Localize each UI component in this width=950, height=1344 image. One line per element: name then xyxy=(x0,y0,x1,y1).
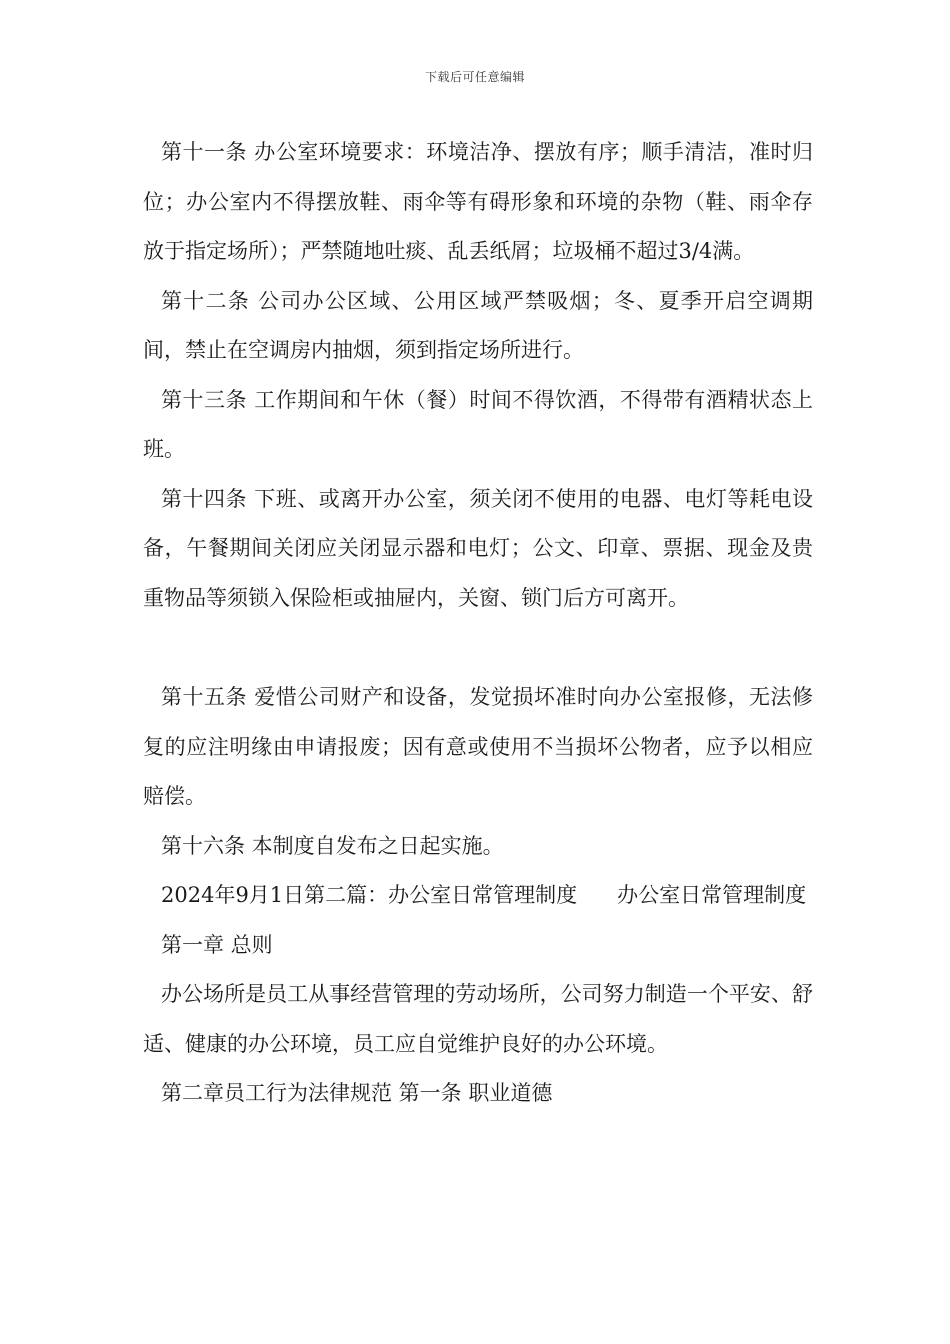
article-11: 第十一条 办公室环境要求：环境洁净、摆放有序；顺手清洁，准时归位；办公室内不得摆放鞋、雨伞等有碍形象和环境的杂物（鞋、雨伞存放于指定场所）；严禁随地吐痰、乱丢纸屑；垃圾桶不超过3/4满。 xyxy=(143,140,813,263)
chapter-1-heading: 第一章 总则 xyxy=(161,932,273,957)
article-15: 第十五条 爱惜公司财产和设备，发觉损坏准时向办公室报修，无法修复的应注明缘由申请报废；因有意或使用不当损坏公物者，应予以相应赔偿。 xyxy=(143,685,813,808)
article-12: 第十二条 公司办公区域、公用区域严禁吸烟；冬、夏季开启空调期间，禁止在空调房内抽烟，须到指定场所进行。 xyxy=(143,288,813,362)
document-body xyxy=(143,128,813,1119)
date-and-second-title xyxy=(143,871,813,921)
article-14: 第十四条 下班、或离开办公室，须关闭不使用的电器、电灯等耗电设备，午餐期间关闭应关闭显示器和电灯；公文、印章、票据、现金及贵重物品等须锁入保险柜或抽屉内，关窗、锁门后方可离开。 xyxy=(143,486,813,610)
date-and-chapter-heading: 2024年9月1日第二篇：办公室日常管理制度 xyxy=(161,883,578,907)
second-document-title: 办公室日常管理制度 xyxy=(617,883,807,907)
page-header: 下载后可任意编辑 xyxy=(424,70,525,84)
article-13: 第十三条 工作期间和午休（餐）时间不得饮酒，不得带有酒精状态上班。 xyxy=(143,387,813,461)
general-principle: 办公场所是员工从事经营管理的劳动场所，公司努力制造一个平安、舒适、健康的办公环境，员工应自觉维护良好的办公环境。 xyxy=(143,982,813,1056)
chapter-2-heading: 第二章员工行为法律规范 第一条 职业道德 xyxy=(161,1081,553,1105)
article-16: 第十六条 本制度自发布之日起实施。 xyxy=(161,833,504,858)
